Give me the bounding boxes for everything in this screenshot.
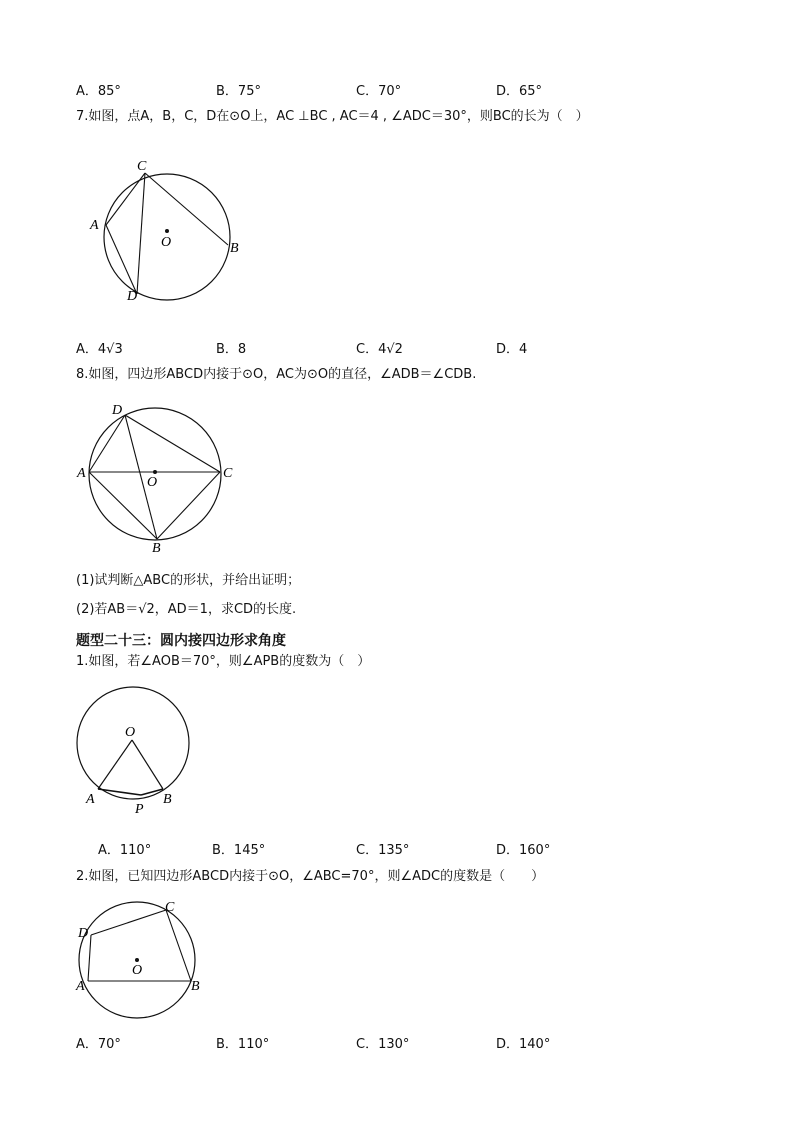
q7-label-b: B bbox=[230, 241, 239, 256]
q8-label-o: O bbox=[147, 475, 158, 490]
s1-label-a: A bbox=[86, 792, 95, 807]
q8-label-a: A bbox=[77, 466, 86, 481]
q6-option-b: B．75° bbox=[216, 84, 261, 99]
q8-segment-da bbox=[89, 415, 125, 472]
s1-option-b: B．145° bbox=[212, 843, 266, 858]
s1-figure bbox=[74, 685, 204, 825]
q7-option-d: D．4 bbox=[496, 342, 528, 357]
s2-label-c: C bbox=[165, 900, 175, 915]
q8-label-b: B bbox=[152, 541, 161, 556]
q7-segment-ca bbox=[106, 173, 145, 225]
q7-segment-cb bbox=[145, 173, 228, 245]
s2-segment-bc bbox=[166, 910, 191, 981]
q7-segment-ad bbox=[106, 225, 137, 294]
s2-label-b: B bbox=[191, 979, 200, 994]
q6-option-a: A．85° bbox=[76, 84, 121, 99]
s1-option-d: D．160° bbox=[496, 843, 551, 858]
s2-label-a: A bbox=[76, 979, 85, 994]
q8-question-text: 8.如图，四边形ABCD内接于⊙O，AC为⊙O的直径，∠ADB＝∠CDB. bbox=[76, 367, 477, 382]
q8-figure bbox=[75, 398, 245, 558]
q7-option-b: B．8 bbox=[216, 342, 247, 357]
s2-segment-da bbox=[88, 935, 91, 981]
s1-segment-oa bbox=[98, 740, 132, 789]
q7-figure bbox=[85, 155, 285, 325]
s2-center-dot bbox=[135, 958, 139, 962]
q7-label-a: A bbox=[90, 218, 99, 233]
q6-option-d: D．65° bbox=[496, 84, 543, 99]
q8-label-d: D bbox=[112, 403, 123, 418]
q7-option-a: A．4√3 bbox=[76, 342, 123, 357]
s2-option-d: D．140° bbox=[496, 1037, 551, 1052]
q7-question-text: 7.如图，点A，B，C，D在⊙O上，AC ⊥BC , AC＝4 , ∠ADC＝30°，则BC的长为（ ） bbox=[76, 109, 589, 124]
s2-figure bbox=[74, 896, 224, 1006]
s1-segment-ob bbox=[132, 740, 163, 789]
q7-center-dot bbox=[165, 229, 169, 233]
s2-question-text: 2.如图，已知四边形ABCD内接于⊙O，∠ABC=70°，则∠ADC的度数是（ ） bbox=[76, 869, 545, 884]
s2-option-a: A．70° bbox=[76, 1037, 121, 1052]
s2-label-d: D bbox=[78, 926, 89, 941]
s1-question-text: 1.如图，若∠AOB＝70°，则∠APB的度数为（ ） bbox=[76, 654, 371, 669]
s2-option-c: C．130° bbox=[356, 1037, 410, 1052]
q7-segment-cd bbox=[137, 173, 145, 294]
s1-label-o: O bbox=[125, 725, 136, 740]
s2-option-b: B．110° bbox=[216, 1037, 270, 1052]
q8-subquestion-1: (1)试判断△ABC的形状，并给出证明； bbox=[76, 573, 301, 588]
q7-label-c: C bbox=[137, 159, 147, 174]
q6-option-c: C．70° bbox=[356, 84, 402, 99]
q7-label-d: D bbox=[127, 289, 138, 304]
s1-label-b: B bbox=[163, 792, 172, 807]
s1-option-c: C．135° bbox=[356, 843, 410, 858]
q8-segment-cb bbox=[157, 472, 220, 539]
q8-label-c: C bbox=[223, 466, 233, 481]
section-title: 题型二十三：圆内接四边形求角度 bbox=[76, 633, 286, 649]
s1-segment-ap bbox=[98, 789, 141, 795]
q8-center-dot bbox=[153, 470, 157, 474]
q8-subquestion-2: (2)若AB＝√2，AD＝1，求CD的长度. bbox=[76, 602, 297, 617]
s1-circle bbox=[77, 687, 189, 799]
s1-option-a: A．110° bbox=[98, 843, 152, 858]
q8-segment-dc bbox=[125, 415, 220, 472]
q7-option-c: C．4√2 bbox=[356, 342, 403, 357]
s2-label-o: O bbox=[132, 963, 143, 978]
s1-label-p: P bbox=[135, 802, 144, 817]
q7-label-o: O bbox=[161, 235, 172, 250]
